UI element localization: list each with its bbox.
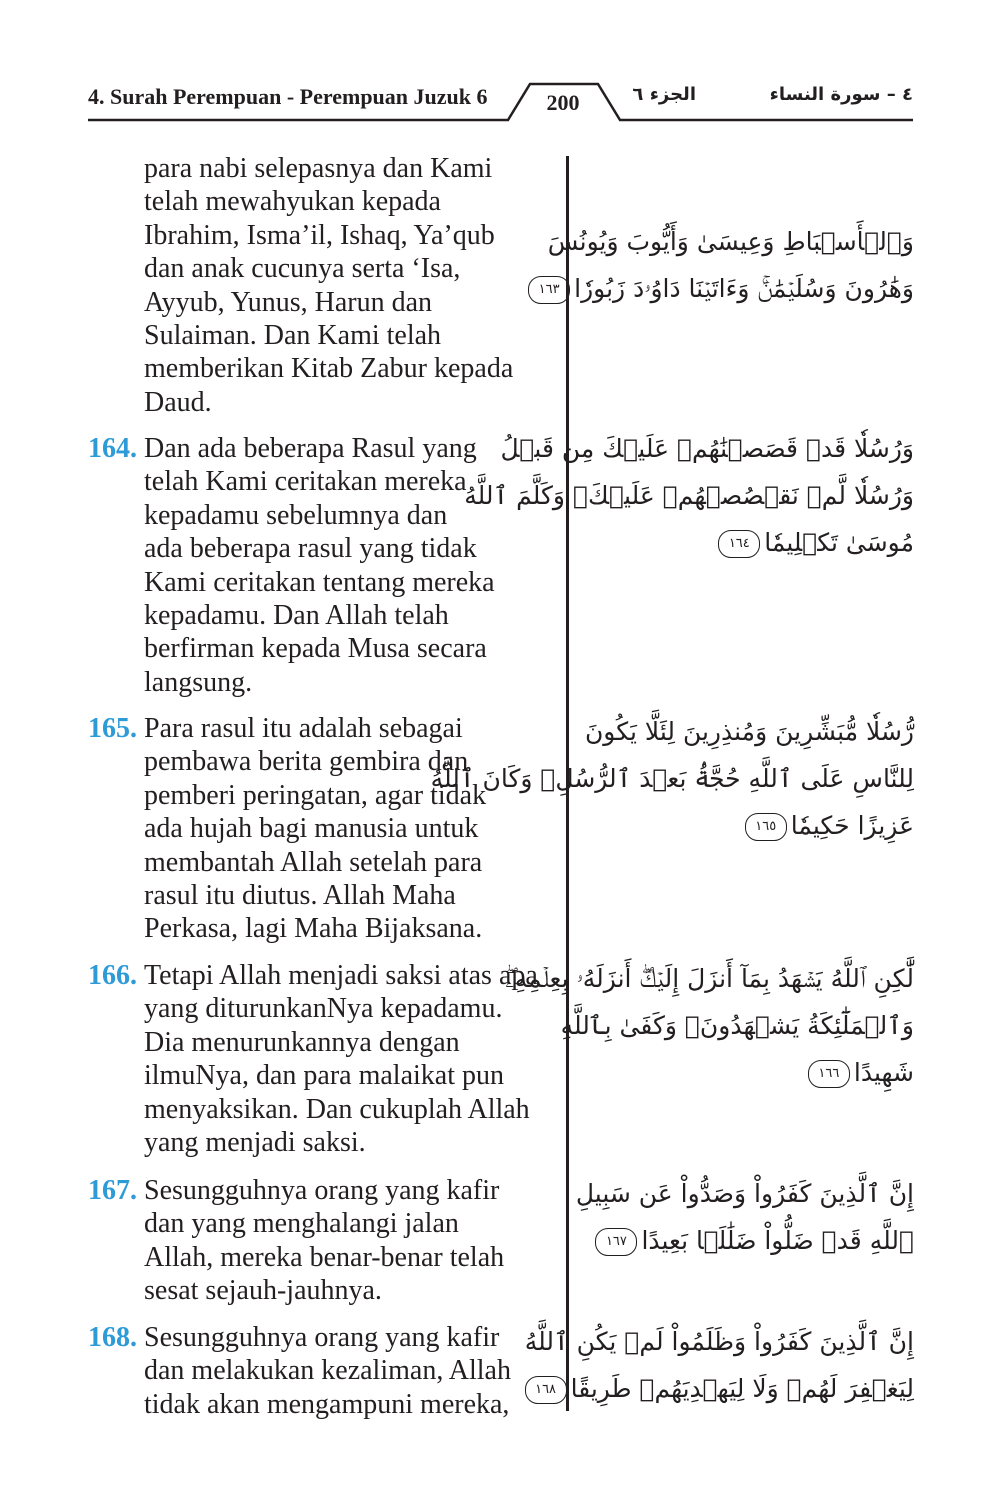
arabic-line: إِنَّ ٱلَّذِينَ كَفَرُواْ وَصَدُّواْ عَن سَبِيلِ [575, 1179, 914, 1208]
translation-line: para nabi selepasnya dan Kami [144, 153, 493, 184]
arabic-line-with-marker [535, 1365, 914, 1412]
arabic-line: شَهِيدًا [853, 1058, 914, 1087]
translation-line: Tetapi Allah menjadi saksi atas apa [144, 960, 538, 991]
translation-line: Para rasul itu adalah sebagai [144, 713, 463, 744]
arabic-line: وَرُسُلٗا لَّمۡ نَقۡصُصۡهُمۡ عَلَيۡكَۚ وَكَلَّمَ ٱللَّهُ [464, 481, 914, 510]
arabic-block [538, 218, 914, 312]
translation-line: menyaksikan. Dan cukuplah Allah [144, 1093, 530, 1125]
arabic-block [575, 1170, 914, 1264]
translation-line: ada hujah bagi manusia untuk [144, 813, 479, 845]
ayah-number-marker: ١٦٨ [525, 1376, 567, 1404]
arabic-line: وَٱلۡأَسۡبَاطِ وَعِيسَىٰ وَأَيُّوبَ وَيُونُسَ [547, 227, 914, 256]
ayah-number-marker: ١٦٦ [808, 1060, 850, 1088]
arabic-block [464, 425, 914, 566]
arabic-line-with-marker [538, 265, 914, 312]
translation-line: sesat sejauh-jauhnya. [144, 1275, 382, 1307]
translation-line: telah mewahyukan kepada [144, 186, 441, 218]
translation-line: Kami ceritakan tentang mereka [144, 566, 495, 598]
translation-line: yang menjadi saksi. [144, 1127, 366, 1159]
translation-line: Sesungguhnya orang yang kafir [144, 1322, 500, 1353]
translation-line: Daud. [144, 386, 212, 418]
header-juz-arabic: الجزء ٦ [632, 84, 696, 105]
translation-line: dan anak cucunya serta ‘Isa, [144, 253, 461, 285]
translation-block [88, 959, 563, 1159]
arabic-block [505, 955, 914, 1096]
arabic-line-with-marker [590, 1217, 914, 1264]
translation-line: berfirman kepada Musa secara [144, 633, 487, 665]
translation-block [88, 712, 563, 946]
verse-number: 168. [88, 1322, 137, 1353]
verse-number: 164. [88, 433, 137, 464]
arabic-line: رُّسُلٗا مُّبَشِّرِينَ وَمُنذِرِينَ لِئَلَّا يَكُونَ [584, 717, 914, 746]
arabic-line: إِنَّ ٱلَّذِينَ كَفَرُواْ وَظَلَمُواْ لَمۡ يَكُنِ ٱللَّهُ [524, 1327, 914, 1356]
verse-number: 166. [88, 960, 137, 991]
translation-line: dan melakukan kezaliman, Allah [144, 1355, 511, 1387]
arabic-line: لِلنَّاسِ عَلَى ٱللَّهِ حُجَّةُۢ بَعۡدَ ٱلرُّسُلِۚ وَكَانَ ٱللَّهُ [430, 764, 914, 793]
verse-number: 167. [88, 1175, 137, 1206]
arabic-line-with-marker [590, 519, 914, 566]
arabic-line-with-marker [590, 1049, 914, 1096]
arabic-line: لِيَغۡفِرَ لَهُمۡ وَلَا لِيَهۡدِيَهُمۡ طَرِيقًا [570, 1374, 914, 1403]
arabic-block [524, 1318, 914, 1412]
ayah-number-marker: ١٦٣ [528, 276, 570, 304]
arabic-line: عَزِيزًا حَكِيمٗا [790, 811, 914, 840]
translation-block [88, 152, 563, 419]
translation-line: tidak akan mengampuni mereka, [144, 1388, 510, 1420]
header-title: 4. Surah Perempuan - Perempuan Juzuk 6 [88, 84, 488, 109]
arabic-line: وَٱلۡمَلَٰٓئِكَةُ يَشۡهَدُونَۚ وَكَفَىٰ بِٱللَّهِ [560, 1011, 914, 1040]
arabic-line: وَرُسُلٗا قَدۡ قَصَصۡنَٰهُمۡ عَلَيۡكَ مِن قَبۡلُ [500, 434, 914, 463]
arabic-line: وَهَٰرُونَ وَسُلَيۡمَٰنَۚ وَءَاتَيۡنَا دَاوُۥدَ زَبُورٗا [574, 274, 914, 303]
arabic-line-with-marker [590, 802, 914, 849]
translation-line: ada beberapa rasul yang tidak [144, 533, 477, 565]
ayah-number-marker: ١٦٤ [718, 530, 760, 558]
translation-line: pembawa berita gembira dan [144, 746, 469, 778]
header-surah-arabic: ٤ – سورة النساء [769, 84, 913, 105]
translation-line: yang diturunkanNya kepadamu. [144, 993, 503, 1025]
arabic-block [430, 708, 914, 849]
arabic-line: ٱللَّهِ قَدۡ ضَلُّواْ ضَلَٰلَۢا بَعِيدًا [641, 1226, 914, 1255]
verse-number: 165. [88, 713, 137, 744]
translation-line: kepadamu. Dan Allah telah [144, 600, 449, 632]
translation-line: pemberi peringatan, agar tidak [144, 779, 487, 811]
page-number: 200 [546, 90, 580, 115]
ayah-number-marker: ١٦٧ [595, 1228, 637, 1256]
translation-line: Allah, mereka benar-benar telah [144, 1241, 505, 1273]
translation-line: kepadamu sebelumnya dan [144, 499, 448, 531]
translation-line: Dan ada beberapa Rasul yang [144, 433, 477, 464]
translation-line: Sesungguhnya orang yang kafir [144, 1175, 500, 1206]
translation-line: Sulaiman. Dan Kami telah [144, 320, 442, 352]
translation-line: langsung. [144, 666, 253, 698]
translation-line: rasul itu diutus. Allah Maha [144, 880, 456, 912]
translation-line: ilmuNya, dan para malaikat pun [144, 1060, 504, 1092]
translation-line: membantah Allah setelah para [144, 846, 483, 878]
translation-line: telah Kami ceritakan mereka [144, 466, 467, 498]
ayah-number-marker: ١٦٥ [745, 813, 787, 841]
translation-line: memberikan Kitab Zabur kepada [144, 353, 514, 385]
translation-block [88, 1321, 563, 1421]
translation-line: dan yang menghalangi jalan [144, 1208, 459, 1240]
arabic-line: لَّٰكِنِ ٱللَّهُ يَشۡهَدُ بِمَآ أَنزَلَ إِلَيۡكَۖ أَنزَلَهُۥ بِعِلۡمِهِۦۖ [505, 964, 914, 993]
arabic-line: مُوسَىٰ تَكۡلِيمٗا [764, 528, 914, 557]
translation-line: Ibrahim, Isma’il, Ishaq, Ya’qub [144, 219, 495, 251]
translation-line: Perkasa, lagi Maha Bijaksana. [144, 913, 483, 945]
header-rule [0, 0, 1000, 140]
translation-line: Dia menurunkannya dengan [144, 1026, 460, 1058]
translation-block [88, 1174, 563, 1308]
translation-line: Ayyub, Yunus, Harun dan [144, 286, 433, 318]
